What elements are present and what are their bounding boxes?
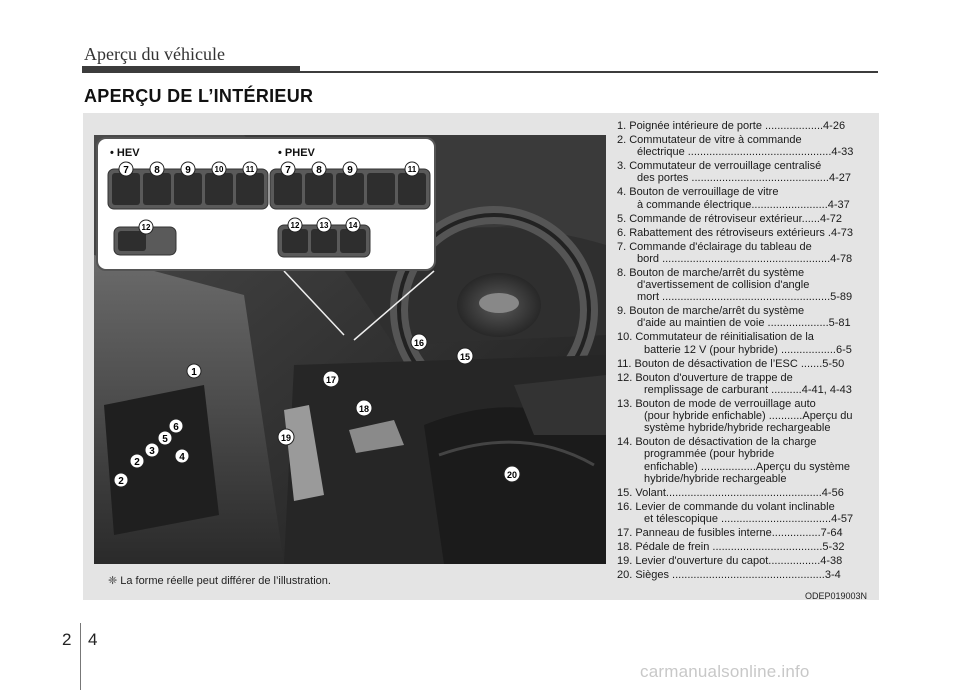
callout-19: [278, 429, 294, 445]
list-item-label: 15. Volant...................................................4-56: [617, 486, 844, 499]
list-item-label: 10. Commutateur de réinitialisation de la: [617, 331, 814, 344]
list-item: [617, 541, 879, 553]
list-item: [617, 487, 879, 499]
callout-16: [411, 334, 427, 350]
list-item-continuation: batterie 12 V (pour hybride) ..................6-5: [644, 343, 852, 356]
list-item-continuation: remplissage de carburant ..........4-41, 4-43: [644, 383, 852, 396]
svg-text:8: 8: [154, 165, 160, 176]
list-item-continuation: à commande électrique.........................4-37: [637, 198, 850, 211]
watermark: carmanualsonline.info: [640, 662, 810, 681]
phev-num-14: [346, 218, 360, 232]
svg-text:2: 2: [118, 476, 124, 487]
list-item-continuation: programmée (pour hybride: [644, 448, 775, 461]
image-code: ODEP019003N: [805, 591, 868, 601]
list-item: [617, 267, 879, 304]
list-item-continuation: (pour hybride enfichable) ...........Aperçu du: [644, 410, 853, 423]
list-item-label: 19. Levier d'ouverture du capot.................4-38: [617, 555, 843, 568]
list-item: [617, 160, 879, 184]
svg-text:7: 7: [123, 165, 129, 176]
component-list: [617, 120, 879, 583]
svg-text:3: 3: [149, 446, 155, 457]
list-item: [617, 436, 879, 485]
list-item: [617, 555, 879, 567]
phev-num-8: [312, 162, 326, 176]
callout-3: [145, 443, 159, 457]
list-item-label: 1. Poignée intérieure de porte ...................4-26: [617, 120, 846, 132]
list-item-label: 16. Levier de commande du volant inclinable: [617, 500, 835, 513]
svg-text:4: 4: [179, 452, 185, 463]
list-item-continuation: électrique ...............................................4-33: [637, 146, 854, 159]
list-item-label: 9. Bouton de marche/arrêt du système: [617, 305, 805, 318]
callout-1: [187, 364, 201, 378]
svg-text:18: 18: [358, 404, 370, 414]
list-item-continuation: d'aide au maintien de voie ....................5-81: [637, 317, 851, 330]
svg-text:15: 15: [459, 352, 471, 362]
list-item-continuation: d'avertissement de collision d'angle: [637, 279, 810, 292]
phev-num-7: [281, 162, 295, 176]
hev-num-11: [243, 162, 257, 176]
svg-text:11: 11: [407, 165, 417, 174]
svg-text:19: 19: [280, 433, 292, 443]
list-item: [617, 120, 879, 132]
list-item: [617, 305, 879, 329]
svg-text:7: 7: [285, 165, 291, 176]
note-text: La forme réelle peut différer de l’illustration.: [120, 575, 331, 587]
list-item: [617, 213, 879, 225]
svg-text:10: 10: [214, 165, 224, 174]
phev-num-12: [288, 218, 302, 232]
hev-num-8: [150, 162, 164, 176]
callout-15: [457, 348, 473, 364]
svg-text:8: 8: [316, 165, 322, 176]
svg-text:6: 6: [173, 422, 179, 433]
list-item-label: 12. Bouton d'ouverture de trappe de: [617, 371, 793, 384]
list-item: [617, 331, 879, 355]
svg-text:20: 20: [506, 470, 518, 480]
list-item-continuation: des portes .............................................4-27: [637, 172, 851, 185]
list-item-label: 17. Panneau de fusibles interne................7-64: [617, 527, 843, 540]
hev-num-12: [139, 220, 153, 234]
list-item-label: 2. Commutateur de vitre à commande: [617, 134, 802, 146]
list-item-continuation: enfichable) ..................Aperçu du système: [644, 460, 851, 473]
hev-num-7: [119, 162, 133, 176]
running-title: Aperçu du véhicule: [84, 44, 225, 64]
callout-18: [356, 400, 372, 416]
hev-num-10: [212, 162, 226, 176]
list-item: [617, 241, 879, 265]
callout-2b: [114, 473, 128, 487]
page-number: 4: [88, 630, 98, 649]
list-item-label: 20. Sièges ..................................................3-4: [617, 569, 841, 582]
list-item-label: 6. Rabattement des rétroviseurs extérieurs .4-73: [617, 226, 854, 239]
svg-text:12: 12: [290, 221, 300, 230]
list-item-label: 14. Bouton de désactivation de la charge: [617, 436, 817, 449]
svg-text:11: 11: [245, 165, 255, 174]
list-item-label: 5. Commande de rétroviseur extérieur......4-72: [617, 212, 842, 225]
section-title: APERÇU DE L’INTÉRIEUR: [84, 86, 314, 106]
list-item-label: 11. Bouton de désactivation de l’ESC .......5-50: [617, 357, 845, 370]
list-item: [617, 227, 879, 239]
list-item-continuation: hybride/hybride rechargeable: [644, 472, 787, 485]
list-item: [617, 358, 879, 370]
list-item: [617, 569, 879, 581]
illustration-note: [108, 574, 331, 587]
svg-text:2: 2: [134, 457, 140, 468]
list-item-label: 13. Bouton de mode de verrouillage auto: [617, 397, 816, 410]
list-item: [617, 186, 879, 210]
switch-drawing: [98, 139, 434, 269]
list-item-continuation: bord .......................................................4-78: [637, 252, 853, 265]
svg-text:14: 14: [348, 221, 358, 230]
list-item-label: 4. Bouton de verrouillage de vitre: [617, 186, 779, 199]
hev-label: • HEV: [110, 147, 140, 159]
list-item-continuation: et télescopique ....................................4-57: [644, 513, 854, 526]
svg-text:13: 13: [319, 221, 329, 230]
list-item: [617, 398, 879, 435]
list-item: [617, 372, 879, 396]
phev-num-11: [405, 162, 419, 176]
callout-5: [158, 431, 172, 445]
reference-mark-icon: ❈: [108, 575, 118, 587]
phev-num-9: [343, 162, 357, 176]
callout-6: [169, 419, 183, 433]
list-item-label: 8. Bouton de marche/arrêt du système: [617, 266, 805, 279]
callout-2a: [130, 454, 144, 468]
list-item: [617, 134, 879, 158]
list-item-label: 7. Commande d'éclairage du tableau de: [617, 240, 812, 253]
switch-inset: [96, 137, 436, 271]
list-item-label: 3. Commutateur de verrouillage centralisé: [617, 160, 822, 173]
list-item: [617, 527, 879, 539]
list-item-continuation: système hybride/hybride rechargeable: [644, 422, 831, 435]
callout-17: [323, 371, 339, 387]
svg-text:9: 9: [185, 165, 191, 176]
list-item-label: 18. Pédale de frein ....................................5-32: [617, 541, 845, 554]
list-item-continuation: mort .......................................................5-89: [637, 291, 853, 304]
svg-text:17: 17: [325, 375, 337, 385]
svg-text:12: 12: [141, 223, 151, 232]
phev-label: • PHEV: [278, 147, 315, 159]
svg-text:1: 1: [191, 367, 197, 378]
header-rule-thin: [82, 71, 878, 73]
svg-text:5: 5: [162, 434, 168, 445]
page-divider: [80, 623, 81, 690]
callout-20: [504, 466, 520, 482]
hev-num-9: [181, 162, 195, 176]
list-item: [617, 501, 879, 525]
chapter-number: 2: [62, 630, 72, 649]
svg-text:16: 16: [413, 338, 425, 348]
callout-4: [175, 449, 189, 463]
svg-text:9: 9: [347, 165, 353, 176]
phev-num-13: [317, 218, 331, 232]
